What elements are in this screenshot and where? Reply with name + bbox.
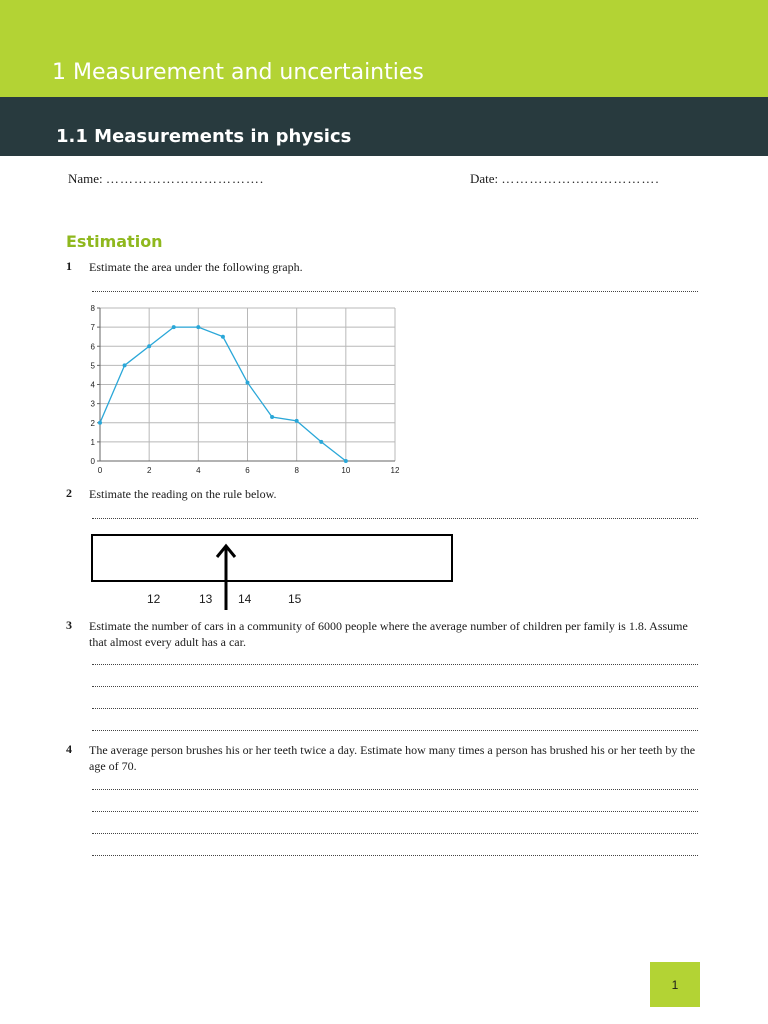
y-tick-label: 7 xyxy=(90,323,95,333)
answer-line[interactable] xyxy=(92,291,698,292)
data-point xyxy=(344,459,348,463)
area-graph xyxy=(86,300,406,482)
answer-line[interactable] xyxy=(92,730,698,731)
rule-pointer-arrow xyxy=(214,542,238,610)
y-tick-label: 1 xyxy=(90,437,95,447)
data-point xyxy=(319,440,323,444)
question-number: 1 xyxy=(66,259,72,273)
data-point xyxy=(123,363,127,367)
data-point xyxy=(221,335,225,339)
name-field xyxy=(68,171,264,187)
chapter-title: 1 Measurement and uncertainties xyxy=(52,60,424,85)
x-tick-label: 0 xyxy=(97,466,103,475)
date-dots: ……………………………. xyxy=(501,171,660,186)
question-number: 3 xyxy=(66,618,72,632)
x-tick-label: 4 xyxy=(196,466,201,475)
name-label: Name: xyxy=(68,171,103,186)
question-text: Estimate the area under the following graph. xyxy=(89,260,303,274)
rule-label: 12 xyxy=(147,592,161,606)
data-point xyxy=(270,415,274,419)
data-point xyxy=(295,419,299,423)
data-point xyxy=(196,325,200,329)
answer-line[interactable] xyxy=(92,855,698,856)
page-number-box xyxy=(650,962,700,1007)
rule-label: 14 xyxy=(238,592,252,606)
question-text: Estimate the number of cars in a community of 6000 people where the average number of children per family is 1.8. Assume that almost every adult has a car. xyxy=(89,619,688,649)
answer-line[interactable] xyxy=(92,518,698,519)
answer-line[interactable] xyxy=(92,833,698,834)
answer-line[interactable] xyxy=(92,789,698,790)
answer-line[interactable] xyxy=(92,686,698,687)
answer-line[interactable] xyxy=(92,664,698,665)
x-tick-label: 12 xyxy=(390,466,400,475)
answer-line[interactable] xyxy=(92,708,698,709)
x-tick-label: 2 xyxy=(146,466,152,475)
rule-label: 13 xyxy=(199,592,213,606)
x-tick-label: 8 xyxy=(294,466,299,475)
rule xyxy=(91,534,453,582)
section-title: 1.1 Measurements in physics xyxy=(56,126,352,147)
y-tick-label: 3 xyxy=(90,399,95,409)
y-tick-label: 0 xyxy=(90,457,95,466)
question-number: 2 xyxy=(66,486,72,500)
page-number: 1 xyxy=(671,977,679,992)
y-tick-label: 2 xyxy=(90,418,95,428)
section-heading: Estimation xyxy=(66,232,163,251)
x-tick-label: 6 xyxy=(245,466,250,475)
answer-line[interactable] xyxy=(92,811,698,812)
question-number: 4 xyxy=(66,742,72,756)
x-tick-label: 10 xyxy=(341,466,351,475)
data-point xyxy=(172,325,176,329)
date-field xyxy=(470,171,660,187)
question-text: Estimate the reading on the rule below. xyxy=(89,487,277,501)
question-text: The average person brushes his or her teeth twice a day. Estimate how many times a person has brushed his or her teeth by the age of 70. xyxy=(89,743,696,773)
name-dots: ……………………………. xyxy=(105,171,265,186)
data-point xyxy=(246,381,250,385)
rule-label: 15 xyxy=(288,592,302,606)
y-tick-label: 4 xyxy=(90,380,95,390)
y-tick-label: 6 xyxy=(90,342,95,352)
y-tick-label: 8 xyxy=(90,304,95,313)
data-point xyxy=(98,421,102,425)
data-point xyxy=(147,344,151,348)
data-line xyxy=(100,327,346,461)
date-label: Date: xyxy=(470,171,499,186)
y-tick-label: 5 xyxy=(90,361,95,371)
